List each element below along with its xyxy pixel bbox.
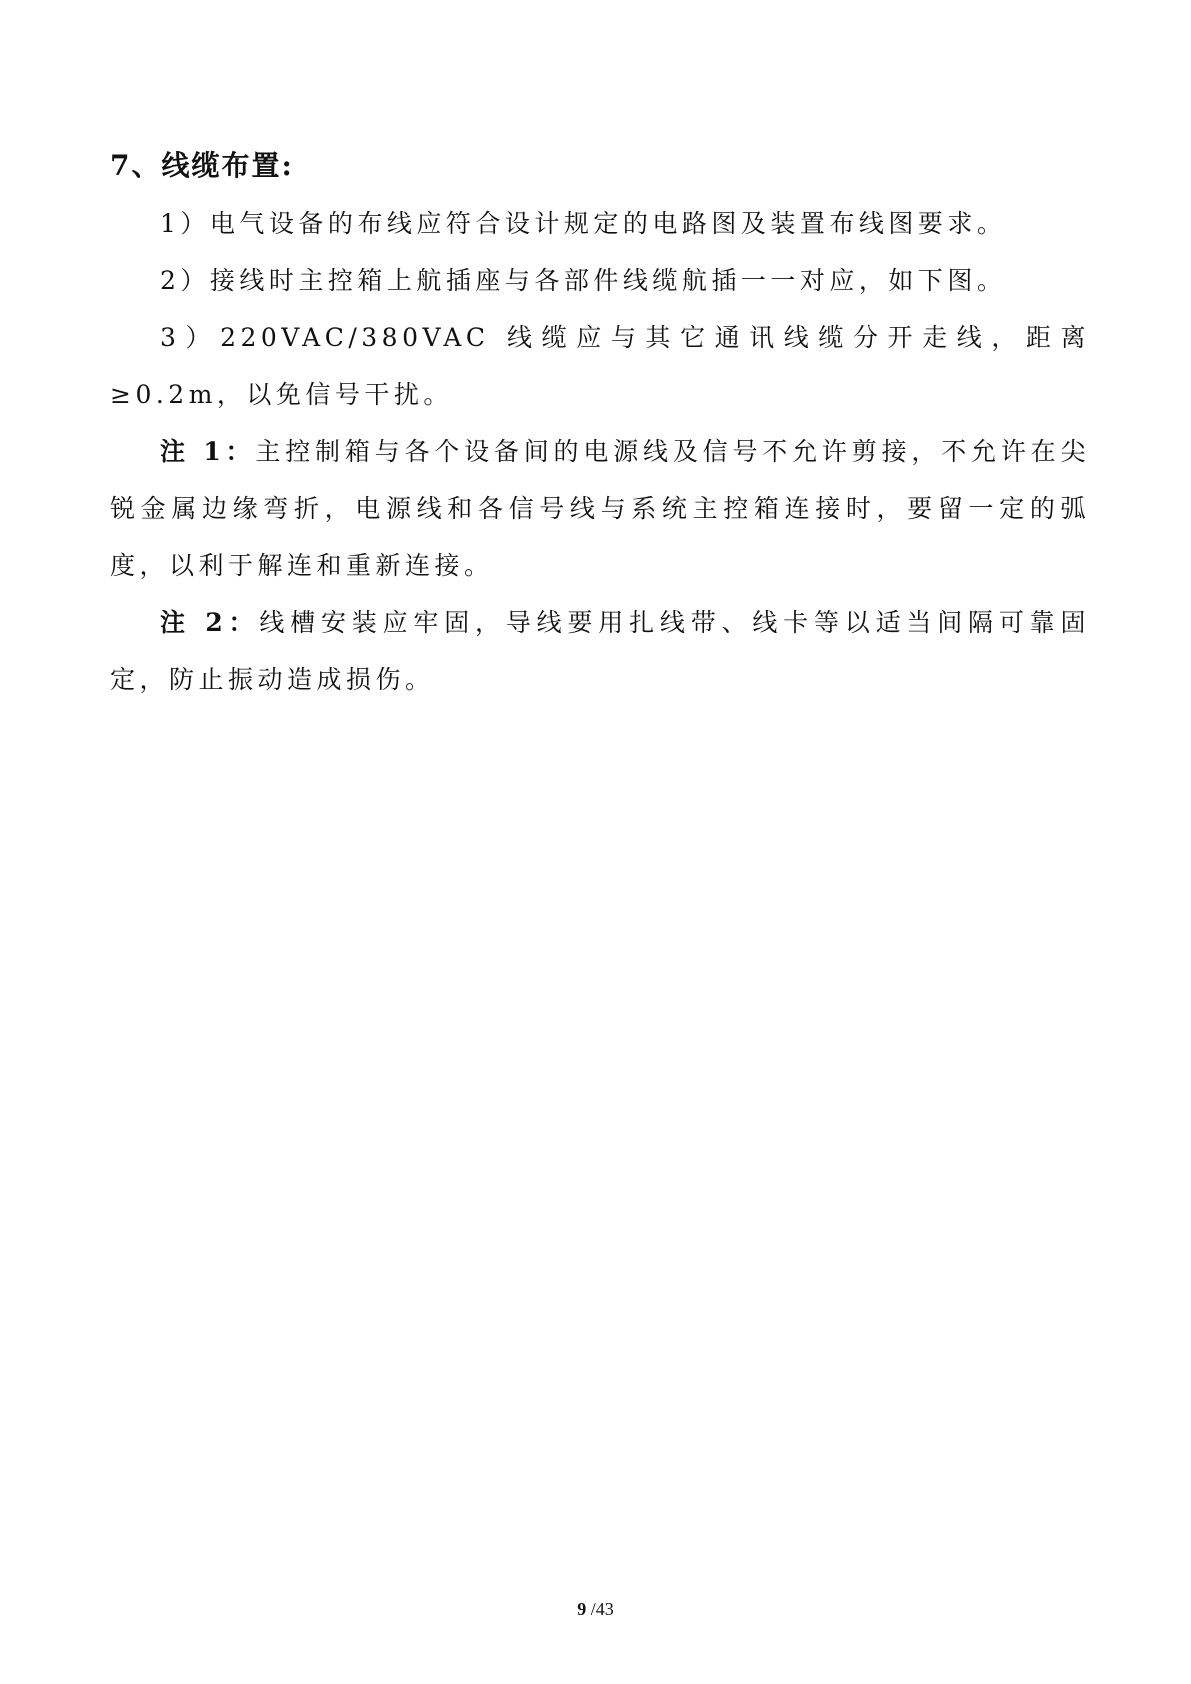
page-number (0, 1598, 1191, 1620)
list-item-3: 3）220VAC/380VAC 线缆应与其它通讯线缆分开走线，距离≥0.2m，以免信号干扰。 (110, 323, 1090, 409)
note-2-label: 注 2： (160, 608, 260, 637)
page-current: 9 (577, 1599, 587, 1619)
list-item-1: 1）电气设备的布线应符合设计规定的电路图及装置布线图要求。 (160, 209, 1007, 238)
note-1-text: 主控制箱与各个设备间的电源线及信号不允许剪接，不允许在尖锐金属边缘弯折，电源线和各信号线与系统主控箱连接时，要留一定的弧度，以利于解连和重新连接。 (110, 437, 1090, 580)
section-heading: 7、线缆布置: (110, 149, 294, 182)
note-1 (110, 423, 1090, 594)
note-2-text: 线槽安装应牢固，导线要用扎线带、线卡等以适当间隔可靠固定，防止振动造成损伤。 (110, 608, 1090, 694)
note-1-label: 注 1： (160, 437, 256, 466)
note-2 (110, 594, 1090, 708)
document-body (110, 143, 1090, 708)
list-item-2: 2）接线时主控箱上航插座与各部件线缆航插一一对应，如下图。 (160, 266, 1007, 295)
page-total: /43 (590, 1599, 614, 1619)
